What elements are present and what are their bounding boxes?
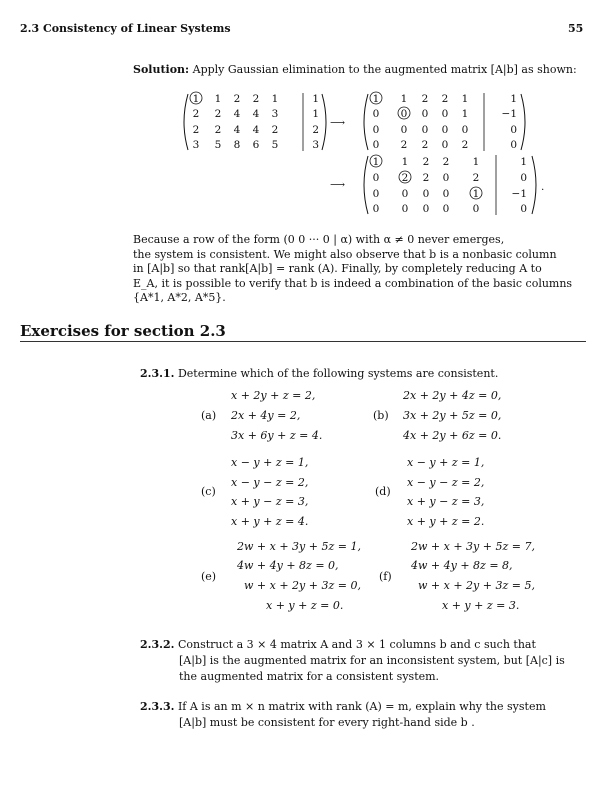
system-c-eq-3: x + y − z = 3,	[231, 495, 309, 508]
matrix-cell: 0	[422, 188, 430, 200]
exercise-2-3-3	[140, 700, 546, 715]
matrix-cell: 2	[192, 124, 200, 136]
matrix-cell: 1	[461, 93, 469, 105]
matrix-cell: 0	[510, 124, 517, 136]
m1-left-paren	[184, 94, 188, 150]
system-d-eq-3: x + y − z = 3,	[407, 495, 485, 508]
matrix-cell: 1	[192, 93, 200, 105]
system-e-eq-4: x + y + z = 0.	[266, 599, 344, 612]
matrix-cell: 2	[214, 108, 222, 120]
matrix-cell: 1	[510, 93, 517, 105]
running-header: 2.3 Consistency of Linear Systems	[20, 22, 231, 35]
system-e-eq-1: 2w + x + 3y + 5z = 1,	[237, 540, 361, 553]
para-line-1: Because a row of the form (0 0 ··· 0 | α) with α ≠ 0 never emerges,	[133, 233, 505, 246]
matrix-cell: 0	[442, 188, 450, 200]
matrix-cell: 0	[442, 172, 450, 184]
matrix-cell: 0	[441, 124, 449, 136]
matrix-cell: 0	[520, 203, 527, 215]
matrix-cell: 1	[461, 108, 469, 120]
matrix-cell: 4	[252, 108, 260, 120]
matrix-cell: 3	[312, 139, 319, 151]
matrix-cell: 1	[520, 156, 527, 168]
matrix-3	[373, 156, 527, 215]
matrix-cell: 0	[461, 124, 469, 136]
system-a-label: (a)	[201, 409, 217, 422]
matrix-cell: 0	[421, 108, 429, 120]
matrix-cell: 1	[401, 156, 409, 168]
matrix-cell: 0	[401, 188, 409, 200]
system-f-eq-1: 2w + x + 3y + 5z = 7,	[411, 540, 535, 553]
matrix-cell: 2	[233, 93, 241, 105]
system-b-eq-2: 3x + 2y + 5z = 0,	[403, 409, 502, 422]
exercise-2-3-2	[140, 638, 536, 653]
matrix-cell: 0	[372, 203, 380, 215]
exercise-number: 2.3.3.	[140, 700, 175, 713]
exercise-text: Determine which of the following systems are consistent.	[177, 367, 499, 380]
matrix-cell: 2	[422, 156, 430, 168]
matrix-cell: 0	[421, 124, 429, 136]
system-d-label: (d)	[375, 485, 391, 498]
exercise-2-3-3-line-2: [A|b] must be consistent for every right-hand side b .	[179, 716, 475, 729]
solution-label: Solution:	[133, 63, 190, 76]
matrix-cell: 1	[472, 156, 480, 168]
matrix-cell: 1	[472, 188, 480, 200]
matrix-cell: 0	[400, 108, 408, 120]
matrix-cell: 0	[400, 124, 408, 136]
matrix-cell: 1	[372, 93, 380, 105]
system-b-eq-3: 4x + 2y + 6z = 0.	[403, 429, 502, 442]
system-d-eq-1: x − y + z = 1,	[407, 456, 485, 469]
m2-right-paren	[521, 94, 525, 150]
system-a-eq-2: 2x + 4y = 2,	[231, 409, 301, 422]
para-line-5: {A*1, A*2, A*5}.	[133, 291, 226, 304]
matrix-cell: 2	[271, 124, 279, 136]
matrix-cell: 0	[510, 139, 517, 151]
matrix-cell: 8	[233, 139, 241, 151]
matrix-cell: 6	[252, 139, 260, 151]
m3-left-paren	[364, 156, 368, 214]
solution-text: Apply Gaussian elimination to the augmented matrix [A|b] as shown:	[192, 63, 577, 76]
matrix-cell: 2	[422, 172, 430, 184]
para-line-3: in [A|b] so that rank[A|b] = rank (A). Finally, by completely reducing A to	[133, 262, 542, 275]
system-f-eq-3: w + x + 2y + 3z = 5,	[418, 579, 535, 592]
exercise-line-1: Construct a 3 × 4 matrix A and 3 × 1 columns b and c such that	[177, 638, 536, 651]
section-title: Exercises for section 2.3	[20, 322, 226, 340]
system-e-label: (e)	[201, 570, 217, 583]
matrix-cell: 2	[441, 93, 449, 105]
matrix-cell: 0	[472, 203, 480, 215]
matrix-cell: 0	[372, 139, 380, 151]
matrix-cell: 4	[252, 124, 260, 136]
matrix-cell: 2	[421, 93, 429, 105]
system-a-eq-1: x + 2y + z = 2,	[231, 389, 316, 402]
solution-paragraph	[133, 233, 587, 306]
matrix-cell: 1	[312, 108, 319, 120]
system-b-label: (b)	[373, 409, 389, 422]
system-b-eq-1: 2x + 2y + 4z = 0,	[403, 389, 502, 402]
m1-right-paren	[322, 94, 326, 150]
system-e-eq-3: w + x + 2y + 3z = 0,	[244, 579, 361, 592]
matrix-cell: 0	[372, 172, 380, 184]
matrix-1	[193, 93, 319, 151]
system-c-eq-4: x + y + z = 4.	[231, 515, 309, 528]
para-line-2: the system is consistent. We might also observe that b is a nonbasic column	[133, 247, 557, 261]
matrix-cell: 0	[441, 139, 449, 151]
exercise-number: 2.3.1.	[140, 367, 175, 380]
matrix-period: .	[541, 181, 545, 193]
matrix-cell: 2	[421, 139, 429, 151]
matrix-cell: 2	[461, 139, 469, 151]
matrix-cell: 0	[372, 124, 380, 136]
system-d-eq-2: x − y − z = 2,	[407, 476, 485, 489]
m3-right-paren	[532, 156, 536, 214]
matrix-cell: 1	[312, 93, 319, 105]
matrix-cell: 0	[520, 172, 527, 184]
matrix-cell: 1	[214, 93, 222, 105]
matrix-cell: 0	[401, 203, 409, 215]
matrix-cell: 0	[441, 108, 449, 120]
matrix-cell: 1	[271, 93, 279, 105]
matrix-cell: 2	[401, 172, 409, 184]
matrix-cell: 2	[252, 93, 260, 105]
matrix-cell: −1	[501, 108, 517, 120]
matrix-cell: 2	[400, 139, 408, 151]
matrix-cell: 1	[400, 93, 408, 105]
system-a-eq-3: 3x + 6y + z = 4.	[231, 429, 323, 442]
matrix-cell: 2	[192, 108, 200, 120]
matrix-cell: 4	[233, 124, 241, 136]
system-c-eq-1: x − y + z = 1,	[231, 456, 309, 469]
para-line-4: E_A, it is possible to verify that b is indeed a combination of the basic columns	[133, 276, 573, 290]
matrix-2	[373, 93, 517, 151]
system-e-eq-2: 4w + 4y + 8z = 0,	[237, 559, 339, 572]
matrix-cell: 3	[192, 139, 200, 151]
exercise-number: 2.3.2.	[140, 638, 175, 651]
matrix-cell: 5	[214, 139, 222, 151]
system-f-label: (f)	[379, 570, 392, 583]
matrix-cell: 2	[214, 124, 222, 136]
matrix-cell: 5	[271, 139, 279, 151]
m2-left-paren	[364, 94, 368, 150]
matrix-cell: 0	[372, 108, 380, 120]
matrix-cell: 0	[372, 188, 380, 200]
exercise-line-1: If A is an m × n matrix with rank (A) = m, explain why the system	[177, 700, 546, 713]
system-c-label: (c)	[201, 485, 216, 498]
system-f-eq-4: x + y + z = 3.	[442, 599, 520, 612]
arrow-2: ⟶	[330, 179, 346, 191]
matrix-cell: 3	[271, 108, 279, 120]
system-f-eq-2: 4w + 4y + 8z = 8,	[411, 559, 513, 572]
matrix-cell: 0	[442, 203, 450, 215]
arrow-1: ⟶	[330, 117, 346, 129]
page-number: 55	[568, 22, 584, 35]
matrix-cell: 2	[442, 156, 450, 168]
matrix-reduction	[0, 0, 610, 230]
section-rule	[20, 341, 586, 342]
matrix-cell: 2	[312, 124, 319, 136]
matrix-cell: 1	[372, 156, 380, 168]
matrix-cell: 4	[233, 108, 241, 120]
system-d-eq-4: x + y + z = 2.	[407, 515, 485, 528]
exercise-2-3-1-prompt	[140, 367, 498, 382]
exercise-2-3-2-line-2: [A|b] is the augmented matrix for an inconsistent system, but [A|c] is	[179, 654, 565, 667]
matrix-cell: 2	[472, 172, 480, 184]
system-c-eq-2: x − y − z = 2,	[231, 476, 309, 489]
exercise-2-3-2-line-3: the augmented matrix for a consistent system.	[179, 670, 440, 683]
matrix-cell: −1	[511, 188, 527, 200]
matrix-cell: 0	[422, 203, 430, 215]
